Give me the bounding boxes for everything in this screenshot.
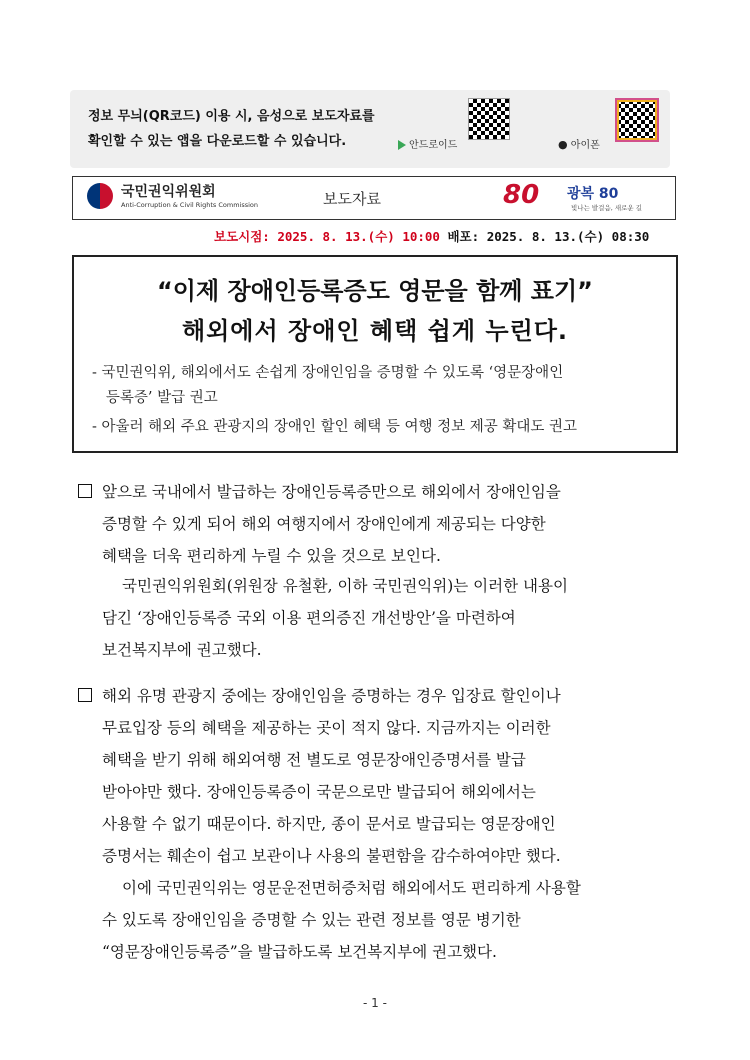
p3-line-1: 해외 유명 관광지 중에는 장애인임을 증명하는 경우 입장료 할인이나 — [102, 687, 561, 705]
sub-headline: 해외에서 장애인 혜택 쉽게 누린다. — [181, 317, 569, 345]
p3-line-4: 받아야만 했다. 장애인등록증이 국문으로만 발급되어 해외에서는 — [102, 783, 536, 801]
p1-line-1: 앞으로 국내에서 발급하는 장애인등록증만으로 해외에서 장애인임을 — [102, 483, 561, 501]
iphone-qr-icon[interactable] — [615, 98, 659, 142]
p2-line-1: 국민권익위원회(위원장 유철환, 이하 국민권익위)는 이러한 내용이 — [122, 577, 568, 595]
org-name: 국민권익위원회 — [121, 184, 216, 200]
apple-icon: ● — [558, 138, 568, 151]
p1-line-3: 혜택을 더욱 편리하게 누릴 수 있을 것으로 보인다. — [102, 547, 441, 565]
title-box — [72, 255, 678, 453]
section-checkbox-icon-2 — [78, 688, 92, 702]
logo-subtitle: 빛나는 발걸음, 새로운 길 — [571, 204, 643, 212]
android-qr-icon[interactable] — [468, 98, 510, 140]
date-line — [214, 227, 649, 245]
logo-text: 광복 80 — [567, 186, 619, 202]
summary-bullet-1-cont: 등록증’ 발급 권고 — [92, 390, 218, 406]
iphone-store-label[interactable] — [558, 136, 600, 151]
qr-notice-line-2: 확인할 수 있는 앱을 다운로드할 수 있습니다. — [88, 134, 347, 149]
qr-notice-line-1: 정보 무늬(QR코드) 이용 시, 음성으로 보도자료를 — [88, 109, 375, 124]
logo-number: 80 — [503, 180, 540, 210]
distribute-value: 2025. 8. 13.(수) 08:30 — [486, 229, 650, 244]
qr-notice-text — [88, 104, 375, 154]
government-emblem-icon — [87, 183, 113, 209]
android-label-text: 안드로이드 — [409, 140, 458, 151]
p3-line-2: 무료입장 등의 혜택을 제공하는 곳이 적지 않다. 지금까지는 이러한 — [102, 719, 551, 737]
android-store-label[interactable] — [398, 136, 457, 151]
p4-line-2: 수 있도록 장애인임을 증명할 수 있는 관련 정보를 영문 병기한 — [102, 911, 521, 929]
p2-line-2: 담긴 ‘장애인등록증 국외 이용 편의증진 개선방안’을 마련하여 — [102, 609, 516, 627]
press-header — [72, 176, 676, 220]
distribute-label: 배포: — [447, 229, 480, 244]
p4-line-1: 이에 국민권익위는 영문운전면허증처럼 해외에서도 편리하게 사용할 — [122, 879, 581, 897]
p3-line-3: 혜택을 받기 위해 해외여행 전 별도로 영문장애인증명서를 발급 — [102, 751, 526, 769]
paragraph-1-line — [78, 476, 678, 508]
paragraph-3 — [78, 680, 678, 872]
p3-line-5: 사용할 수 없기 때문이다. 하지만, 종이 문서로 발급되는 영문장애인 — [102, 815, 556, 833]
p1-line-2: 증명할 수 있게 되어 해외 여행지에서 장애인에게 제공되는 다양한 — [102, 515, 546, 533]
paragraph-3-line — [78, 680, 678, 712]
paragraph-2 — [78, 570, 678, 666]
paragraph-1 — [78, 476, 678, 572]
section-checkbox-icon — [78, 484, 92, 498]
liberation-80-logo-icon — [503, 180, 539, 210]
org-english-name: Anti-Corruption & Civil Rights Commission — [121, 201, 259, 209]
qr-notice-bar — [70, 90, 670, 168]
summary-bullet-2: - 아울러 해외 주요 관광지의 장애인 할인 혜택 등 여행 정보 제공 확대도 권고 — [92, 419, 578, 435]
summary-bullet-1: - 국민권익위, 해외에서도 손쉽게 장애인임을 증명할 수 있도록 ‘영문장애인 — [92, 365, 564, 381]
page-number: - 1 - — [363, 996, 387, 1010]
p3-line-6: 증명서는 훼손이 쉽고 보관이나 사용의 불편함을 감수하여야만 했다. — [102, 847, 561, 865]
release-label: 보도시점: — [214, 229, 270, 244]
release-value: 2025. 8. 13.(수) 10:00 — [277, 229, 440, 244]
p2-line-3: 보건복지부에 권고했다. — [102, 641, 262, 659]
doc-type: 보도자료 — [323, 190, 381, 208]
headline: “이제 장애인등록증도 영문을 함께 표기” — [157, 277, 593, 305]
iphone-label-text: 아이폰 — [570, 140, 600, 151]
p4-line-3: “영문장애인등록증”을 발급하도록 보건복지부에 권고했다. — [102, 943, 497, 961]
paragraph-4 — [78, 872, 678, 968]
play-store-icon — [398, 140, 406, 150]
